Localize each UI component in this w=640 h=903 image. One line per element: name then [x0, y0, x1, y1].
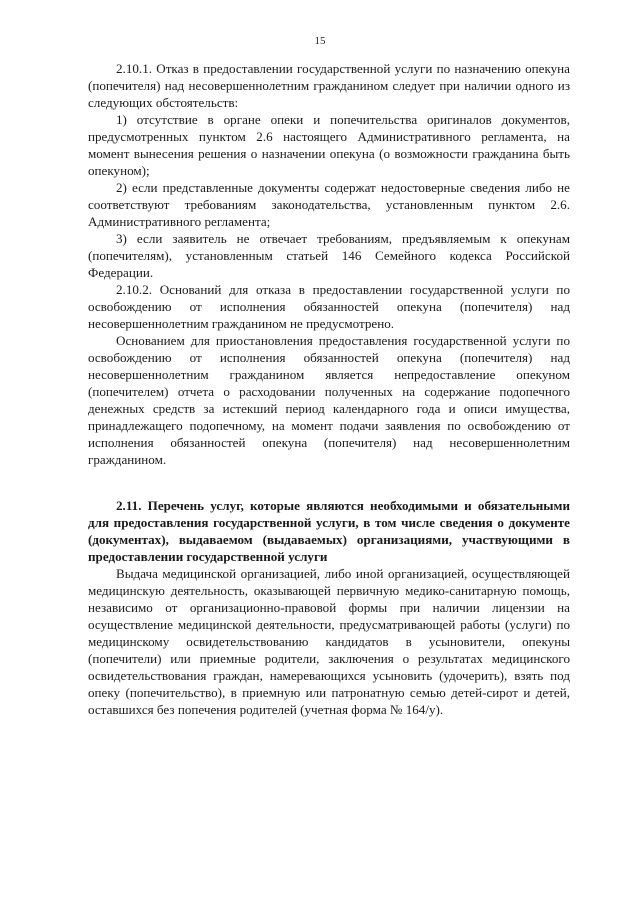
- paragraph-item-1: 1) отсутствие в органе опеки и попечительства оригиналов документов, предусмотренных пунктом 2.6 настоящего Административного регламента, на момент вынесения решения о назначении опекуна (о возможности гражданина быть опекуном);: [88, 112, 570, 178]
- paragraph-2-10-1: 2.10.1. Отказ в предоставлении государственной услуги по назначению опекуна (попечителя) над несовершеннолетним гражданином следует при наличии одного из следующих обстоятельств:: [88, 61, 570, 110]
- paragraph-suspension-grounds: Основанием для приостановления предоставления государственной услуги по освобождению от исполнения обязанностей опекуна (попечителя) над несовершеннолетним гражданином является непредоставление опекуном (попечителем) отчета о расходовании полученных на содержание подопечного денежных средств за истекший период календарного года и описи имущества, принадлежащего подопечному, на момент подачи заявления по освобождению от исполнения обязанностей опекуна (попечителя) над несовершеннолетним гражданином.: [88, 333, 570, 467]
- section-heading-2-11: 2.11. Перечень услуг, которые являются необходимыми и обязательными для предоставления государственной услуги, в том числе сведения о документе (документах), выдаваемом (выдаваемых) организациями, участвующими в предоставлении государственной услуги: [88, 498, 570, 564]
- paragraph-item-3: 3) если заявитель не отвечает требованиям, предъявляемым к опекунам (попечителям), установленным статьей 146 Семейного кодекса Российской Федерации.: [88, 231, 570, 280]
- paragraph-medical-certificate: Выдача медицинской организацией, либо иной организацией, осуществляющей медицинскую деятельность, оказывающей первичную медико-санитарную помощь, независимо от организационно-правовой формы при наличии лицензии на осуществление медицинской деятельности, предусматривающей работы (услуги) по медицинскому освидетельствованию кандидатов в усыновители, опекуны (попечители) или приемные родители, заключения о результатах медицинского освидетельствования граждан, намеревающихся усыновить (удочерить), взять под опеку (попечительство), в приемную или патронатную семью детей-сирот и детей, оставшихся без попечения родителей (учетная форма № 164/у).: [88, 566, 570, 717]
- page-number: 15: [314, 35, 326, 47]
- document-body: [88, 60, 570, 718]
- paragraph-item-2: 2) если представленные документы содержат недостоверные сведения либо не соответствуют требованиям законодательства, установленным пунктом 2.6. Административного регламента;: [88, 180, 570, 229]
- paragraph-2-10-2: 2.10.2. Оснований для отказа в предоставлении государственной услуги по освобождению от исполнения обязанностей опекуна (попечителя) над несовершеннолетним гражданином не предусмотрено.: [88, 282, 570, 331]
